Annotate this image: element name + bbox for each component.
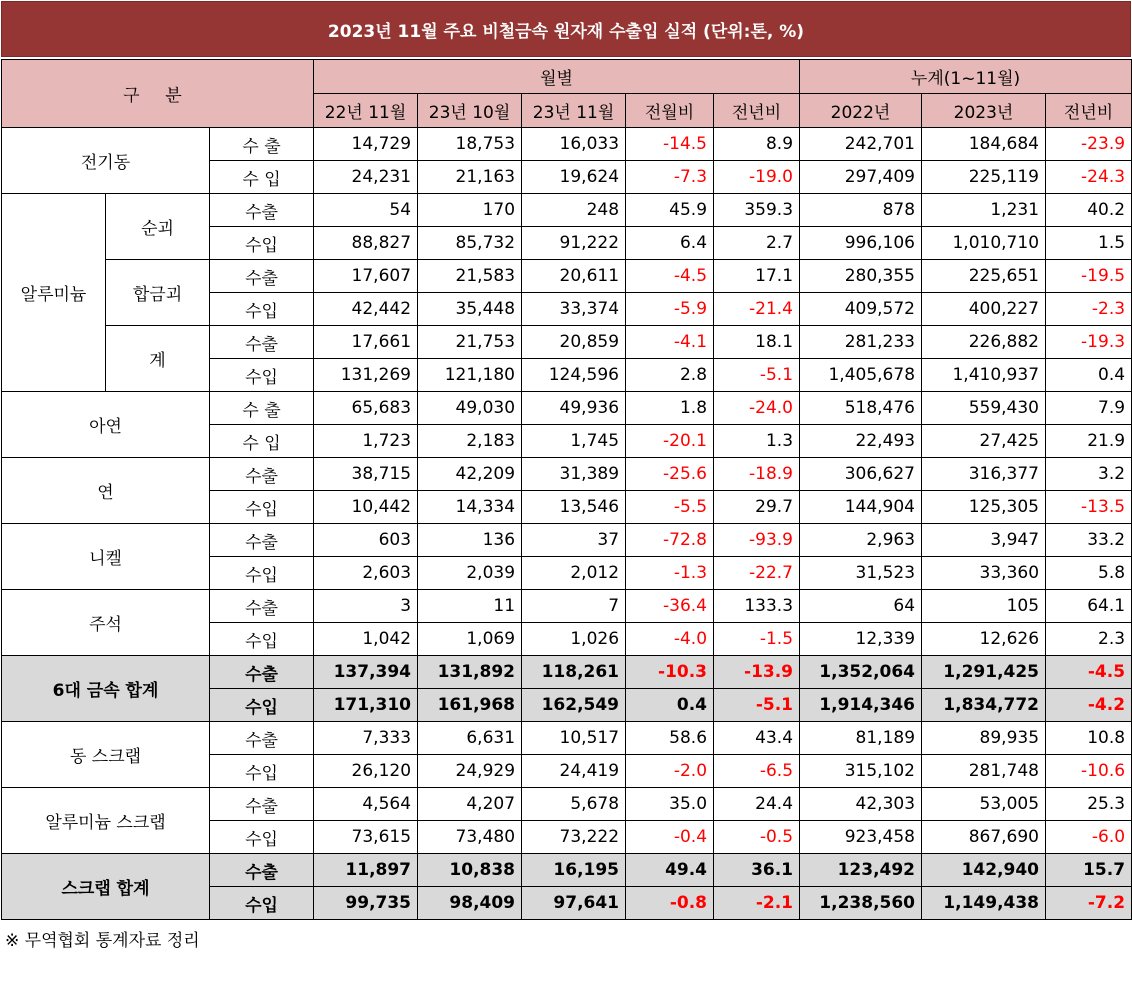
table-row [2,524,1132,557]
header-col: 전월비 [626,94,714,128]
value-cell: -36.4 [626,590,714,623]
value-cell: 97,641 [522,887,626,920]
trade-type: 수출 [210,788,314,821]
value-cell: 1,405,678 [800,359,922,392]
value-cell: 37 [522,524,626,557]
value-cell: 1,026 [522,623,626,656]
value-cell: 21,583 [418,260,522,293]
value-cell: 85,732 [418,227,522,260]
value-cell: -21.4 [714,293,800,326]
header-category: 구 분 [2,60,314,128]
group-label: 연 [2,458,210,524]
value-cell: 24,929 [418,755,522,788]
value-cell: 33,374 [522,293,626,326]
trade-type: 수출 [210,524,314,557]
value-cell: 40.2 [1046,194,1132,227]
value-cell: -5.1 [714,359,800,392]
value-cell: 24,419 [522,755,626,788]
value-cell: 2,183 [418,425,522,458]
trade-type: 수 출 [210,128,314,161]
value-cell: 1,352,064 [800,656,922,689]
value-cell: 996,106 [800,227,922,260]
value-cell: 43.4 [714,722,800,755]
value-cell: -19.3 [1046,326,1132,359]
value-cell: 5,678 [522,788,626,821]
value-cell: -2.1 [714,887,800,920]
table-row [2,590,1132,623]
value-cell: 1.8 [626,392,714,425]
value-cell: 1,042 [314,623,418,656]
value-cell: 3.2 [1046,458,1132,491]
group-label: 주석 [2,590,210,656]
value-cell: 242,701 [800,128,922,161]
value-cell: -5.1 [714,689,800,722]
value-cell: -7.2 [1046,887,1132,920]
trade-type: 수출 [210,590,314,623]
value-cell: 65,683 [314,392,418,425]
value-cell: 3,947 [922,524,1046,557]
value-cell: 42,442 [314,293,418,326]
value-cell: 5.8 [1046,557,1132,590]
value-cell: 10,442 [314,491,418,524]
value-cell: 42,209 [418,458,522,491]
value-cell: 878 [800,194,922,227]
value-cell: 316,377 [922,458,1046,491]
value-cell: -18.9 [714,458,800,491]
value-cell: 14,334 [418,491,522,524]
value-cell: 131,892 [418,656,522,689]
header-col: 23년 10월 [418,94,522,128]
value-cell: -5.9 [626,293,714,326]
value-cell: 142,940 [922,854,1046,887]
value-cell: 131,269 [314,359,418,392]
value-cell: 10,838 [418,854,522,887]
trade-type: 수출 [210,260,314,293]
report-container [1,1,1131,951]
value-cell: 18,753 [418,128,522,161]
trade-type: 수입 [210,821,314,854]
value-cell: 923,458 [800,821,922,854]
value-cell: -4.5 [626,260,714,293]
value-cell: 29.7 [714,491,800,524]
value-cell: 24.4 [714,788,800,821]
value-cell: 73,480 [418,821,522,854]
value-cell: -20.1 [626,425,714,458]
value-cell: 105 [922,590,1046,623]
value-cell: -93.9 [714,524,800,557]
value-cell: 19,624 [522,161,626,194]
group-label: 스크랩 합계 [2,854,210,920]
table-row [2,194,1132,227]
value-cell: -19.5 [1046,260,1132,293]
value-cell: 225,119 [922,161,1046,194]
value-cell: 49,030 [418,392,522,425]
value-cell: 1.3 [714,425,800,458]
table-row [2,722,1132,755]
value-cell: 45.9 [626,194,714,227]
value-cell: 7.9 [1046,392,1132,425]
value-cell: 35,448 [418,293,522,326]
source-note: ※ 무역협회 통계자료 정리 [5,931,200,951]
table-row [2,392,1132,425]
value-cell: 6.4 [626,227,714,260]
value-cell: 24,231 [314,161,418,194]
value-cell: -0.5 [714,821,800,854]
trade-type: 수입 [210,887,314,920]
value-cell: 400,227 [922,293,1046,326]
trade-type: 수출 [210,458,314,491]
summary-row [2,656,1132,689]
value-cell: -6.0 [1046,821,1132,854]
value-cell: 27,425 [922,425,1046,458]
value-cell: 226,882 [922,326,1046,359]
value-cell: 281,748 [922,755,1046,788]
value-cell: 38,715 [314,458,418,491]
trade-type: 수입 [210,623,314,656]
value-cell: -25.6 [626,458,714,491]
value-cell: 14,729 [314,128,418,161]
value-cell: 49.4 [626,854,714,887]
trade-type: 수출 [210,722,314,755]
group-label: 알루미늄 스크랩 [2,788,210,854]
table-row [2,326,1132,359]
subgroup-label: 순괴 [106,194,210,260]
value-cell: 2.7 [714,227,800,260]
value-cell: 2.3 [1046,623,1132,656]
value-cell: 1,149,438 [922,887,1046,920]
value-cell: -13.9 [714,656,800,689]
table-body [2,60,1132,920]
value-cell: -0.4 [626,821,714,854]
value-cell: 73,222 [522,821,626,854]
value-cell: 161,968 [418,689,522,722]
value-cell: 2.8 [626,359,714,392]
value-cell: 15.7 [1046,854,1132,887]
value-cell: 559,430 [922,392,1046,425]
trade-type: 수 입 [210,425,314,458]
trade-type: 수입 [210,689,314,722]
header-col: 2022년 [800,94,922,128]
subgroup-label: 합금괴 [106,260,210,326]
value-cell: 518,476 [800,392,922,425]
value-cell: -6.5 [714,755,800,788]
header-row-1 [2,60,1132,94]
value-cell: 11 [418,590,522,623]
value-cell: 121,180 [418,359,522,392]
value-cell: 11,897 [314,854,418,887]
value-cell: -72.8 [626,524,714,557]
trade-type: 수입 [210,293,314,326]
value-cell: 20,611 [522,260,626,293]
table-row [2,788,1132,821]
value-cell: 36.1 [714,854,800,887]
header-col: 2023년 [922,94,1046,128]
value-cell: 306,627 [800,458,922,491]
value-cell: 33,360 [922,557,1046,590]
value-cell: 89,935 [922,722,1046,755]
value-cell: 297,409 [800,161,922,194]
value-cell: 2,039 [418,557,522,590]
value-cell: 4,207 [418,788,522,821]
value-cell: -4.2 [1046,689,1132,722]
trade-type: 수입 [210,491,314,524]
summary-row [2,854,1132,887]
value-cell: 21,163 [418,161,522,194]
value-cell: 17.1 [714,260,800,293]
value-cell: 1,010,710 [922,227,1046,260]
value-cell: 409,572 [800,293,922,326]
value-cell: 1,231 [922,194,1046,227]
value-cell: 22,493 [800,425,922,458]
value-cell: 144,904 [800,491,922,524]
value-cell: 25.3 [1046,788,1132,821]
value-cell: 1,069 [418,623,522,656]
value-cell: 2,963 [800,524,922,557]
value-cell: 88,827 [314,227,418,260]
group-label: 니켈 [2,524,210,590]
trade-type: 수출 [210,194,314,227]
value-cell: 17,661 [314,326,418,359]
value-cell: 20,859 [522,326,626,359]
value-cell: 21,753 [418,326,522,359]
value-cell: 12,339 [800,623,922,656]
trade-type: 수출 [210,854,314,887]
value-cell: -2.3 [1046,293,1132,326]
value-cell: 64 [800,590,922,623]
value-cell: 7,333 [314,722,418,755]
value-cell: 1,291,425 [922,656,1046,689]
value-cell: 1,410,937 [922,359,1046,392]
value-cell: 136 [418,524,522,557]
value-cell: 64.1 [1046,590,1132,623]
value-cell: 21.9 [1046,425,1132,458]
value-cell: 171,310 [314,689,418,722]
value-cell: -7.3 [626,161,714,194]
trade-type: 수출 [210,326,314,359]
value-cell: -1.5 [714,623,800,656]
trade-type: 수 입 [210,161,314,194]
value-cell: 10.8 [1046,722,1132,755]
value-cell: 2,012 [522,557,626,590]
value-cell: 603 [314,524,418,557]
value-cell: 1,914,346 [800,689,922,722]
value-cell: -14.5 [626,128,714,161]
value-cell: 58.6 [626,722,714,755]
group-label: 알루미늄 [2,194,106,392]
trade-type: 수입 [210,359,314,392]
value-cell: 54 [314,194,418,227]
value-cell: 91,222 [522,227,626,260]
value-cell: 184,684 [922,128,1046,161]
value-cell: -5.5 [626,491,714,524]
header-col: 전년비 [714,94,800,128]
value-cell: 81,189 [800,722,922,755]
value-cell: -4.5 [1046,656,1132,689]
value-cell: -24.0 [714,392,800,425]
value-cell: 8.9 [714,128,800,161]
value-cell: 124,596 [522,359,626,392]
value-cell: 18.1 [714,326,800,359]
header-monthly: 월별 [314,60,800,94]
table-title: 2023년 11월 주요 비철금속 원자재 수출입 실적 (단위:톤, %) [1,1,1131,57]
trade-type: 수입 [210,755,314,788]
value-cell: 280,355 [800,260,922,293]
value-cell: 170 [418,194,522,227]
header-col: 23년 11월 [522,94,626,128]
value-cell: -10.6 [1046,755,1132,788]
value-cell: -10.3 [626,656,714,689]
group-label: 아연 [2,392,210,458]
table-row [2,260,1132,293]
trade-type: 수입 [210,557,314,590]
value-cell: 42,303 [800,788,922,821]
trade-type: 수 출 [210,392,314,425]
value-cell: 315,102 [800,755,922,788]
value-cell: 123,492 [800,854,922,887]
group-label: 동 스크랩 [2,722,210,788]
value-cell: 49,936 [522,392,626,425]
value-cell: 13,546 [522,491,626,524]
value-cell: 99,735 [314,887,418,920]
value-cell: 73,615 [314,821,418,854]
value-cell: 133.3 [714,590,800,623]
value-cell: 359.3 [714,194,800,227]
value-cell: 137,394 [314,656,418,689]
value-cell: 16,033 [522,128,626,161]
value-cell: 225,651 [922,260,1046,293]
header-col: 22년 11월 [314,94,418,128]
value-cell: 125,305 [922,491,1046,524]
value-cell: 53,005 [922,788,1046,821]
header-cumulative: 누계(1~11월) [800,60,1132,94]
value-cell: 26,120 [314,755,418,788]
value-cell: 31,389 [522,458,626,491]
value-cell: 118,261 [522,656,626,689]
trade-type: 수입 [210,227,314,260]
value-cell: -19.0 [714,161,800,194]
value-cell: 16,195 [522,854,626,887]
value-cell: -4.0 [626,623,714,656]
value-cell: 10,517 [522,722,626,755]
table-row [2,128,1132,161]
value-cell: 1,834,772 [922,689,1046,722]
value-cell: 867,690 [922,821,1046,854]
value-cell: 248 [522,194,626,227]
trade-table [1,59,1132,920]
value-cell: 4,564 [314,788,418,821]
value-cell: -23.9 [1046,128,1132,161]
value-cell: -13.5 [1046,491,1132,524]
value-cell: -1.3 [626,557,714,590]
trade-type: 수출 [210,656,314,689]
header-col: 전년비 [1046,94,1132,128]
value-cell: 3 [314,590,418,623]
value-cell: 162,549 [522,689,626,722]
value-cell: 0.4 [1046,359,1132,392]
value-cell: 0.4 [626,689,714,722]
value-cell: 31,523 [800,557,922,590]
group-label: 6대 금속 합계 [2,656,210,722]
value-cell: -2.0 [626,755,714,788]
value-cell: 12,626 [922,623,1046,656]
value-cell: 17,607 [314,260,418,293]
value-cell: 6,631 [418,722,522,755]
value-cell: 281,233 [800,326,922,359]
value-cell: 2,603 [314,557,418,590]
value-cell: 7 [522,590,626,623]
value-cell: 1,238,560 [800,887,922,920]
value-cell: 98,409 [418,887,522,920]
value-cell: -24.3 [1046,161,1132,194]
value-cell: 1.5 [1046,227,1132,260]
table-row [2,458,1132,491]
value-cell: 35.0 [626,788,714,821]
value-cell: -22.7 [714,557,800,590]
value-cell: 1,723 [314,425,418,458]
subgroup-label: 계 [106,326,210,392]
value-cell: -4.1 [626,326,714,359]
value-cell: -0.8 [626,887,714,920]
value-cell: 33.2 [1046,524,1132,557]
group-label: 전기동 [2,128,210,194]
value-cell: 1,745 [522,425,626,458]
